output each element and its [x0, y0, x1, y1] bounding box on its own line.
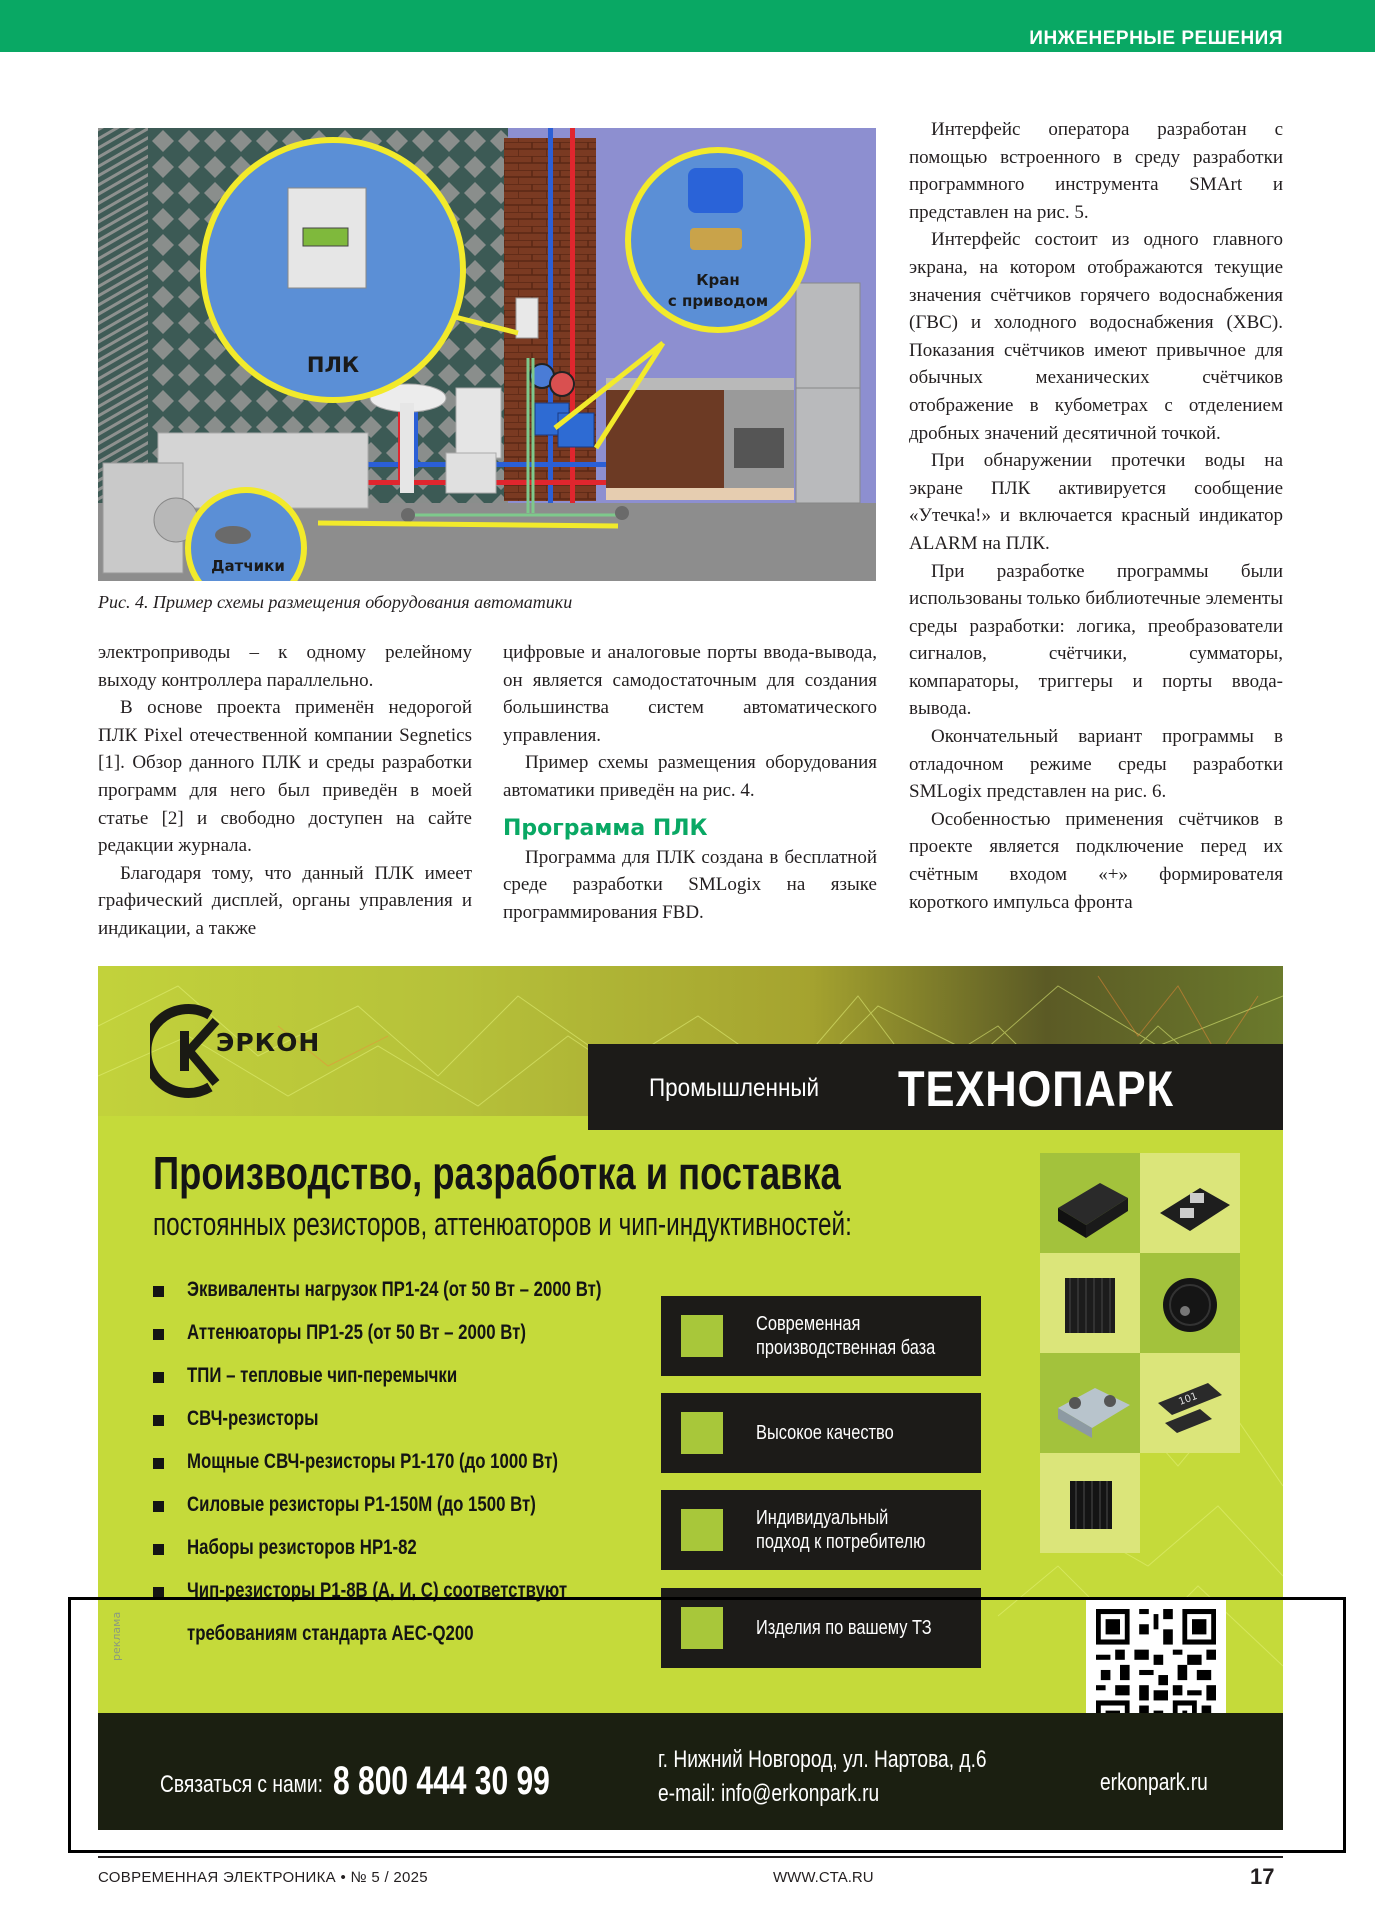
paragraph: При разработке программы были использованы только библиотечные элементы среды разработки: логика, преобразователи сигналов, счётчики, сумматоры, компараторы, триггеры и порты ввода-вывода.: [909, 560, 1283, 720]
article-column-left: [98, 639, 472, 943]
cold-water-riser: [548, 128, 553, 503]
label-valve-line2: с приводом: [667, 292, 769, 310]
paragraph: Окончательный вариант программы в отладочном режиме среды разработки SMLogix представлен на рис. 6.: [909, 726, 1283, 803]
contact-bar: [98, 1713, 1283, 1830]
article-column-right: [909, 116, 1283, 916]
paragraph: Пример схемы размещения оборудования автоматики приведён на рис. 4.: [503, 752, 877, 801]
label-plc: ПЛК: [306, 353, 360, 377]
product-list-item: Аттенюаторы ПР1-25 (от 50 Вт – 2000 Вт): [153, 1321, 653, 1364]
footer-divider: [98, 1856, 1283, 1858]
product-list-item: Мощные СВЧ-резисторы Р1-170 (до 1000 Вт): [153, 1450, 653, 1493]
feature-box-high-quality: Высокое качество: [661, 1393, 981, 1473]
load-equivalent-icon: [1040, 1153, 1140, 1253]
bullet-icon: [153, 1286, 164, 1297]
paragraph: Интерфейс оператора разработан с помощью встроенного в среду разработки программного инструмента SMArt и представлен на рис. 5.: [909, 119, 1283, 223]
contact-email[interactable]: e-mail: info@erkonpark.ru: [658, 1780, 880, 1807]
paragraph: Особенностью применения счётчиков в проекте является подключение перед их счётным входом «+» формирователя короткого импульса фронта: [909, 808, 1283, 913]
product-tile: [1040, 1453, 1140, 1553]
bullet-icon: [153, 1329, 164, 1340]
bullet-icon: [153, 1458, 164, 1469]
automation-layout-illustration: [98, 128, 876, 581]
product-list-item: Наборы резисторов НР1-82: [153, 1536, 653, 1579]
article-column-middle: [503, 639, 877, 926]
product-list-item: СВЧ-резисторы: [153, 1407, 653, 1450]
feature-square-icon: [681, 1412, 723, 1454]
ad-marker: реклама: [110, 1611, 123, 1661]
paragraph: В основе проекта применён недорогой ПЛК Pixel отечественной компании Segnetics [1]. Обзор данного ПЛК и среды разработки программ для него был приведён в моей статье [2] и свободно доступен на сайте редакции журнала.: [98, 697, 472, 857]
banner-prefix: Промышленный: [649, 1074, 820, 1102]
heatsink-resistor-icon: [1040, 1453, 1140, 1553]
banner-title: ТЕХНОПАРК: [898, 1061, 1174, 1117]
toilet: [456, 388, 501, 458]
ad-headline: Производство, разработка и поставка: [153, 1147, 841, 1199]
valve-actuator-icon: [558, 413, 594, 447]
product-tile: [1040, 1253, 1140, 1353]
figure-automation-layout: [98, 128, 876, 581]
coaxial-load-icon: [1140, 1253, 1240, 1353]
contact-address: г. Нижний Новгород, ул. Нартова, д.6: [658, 1746, 987, 1773]
feature-square-icon: [681, 1509, 723, 1551]
product-list-item: Чип-резисторы Р1-8В (А, И, С) соответствуют: [153, 1579, 653, 1622]
figure-caption: Рис. 4. Пример схемы размещения оборудования автоматики: [98, 592, 573, 612]
product-tile: [1140, 1353, 1240, 1453]
product-tile: [1040, 1353, 1140, 1453]
kitchen-cabinet: [606, 388, 676, 488]
product-list-item: ТПИ – тепловые чип-перемычки: [153, 1364, 653, 1407]
technopark-banner: [588, 1044, 1283, 1130]
section-header-band: [0, 0, 1375, 52]
advertisement-erkon: [98, 966, 1283, 1830]
product-tile: [1040, 1153, 1140, 1253]
contact-phone[interactable]: 8 800 444 30 99: [333, 1759, 550, 1803]
footer-magazine-issue: СОВРЕМЕННАЯ ЭЛЕКТРОНИКА • № 5 / 2025: [98, 1869, 428, 1886]
contact-website-link[interactable]: erkonpark.ru: [1100, 1769, 1208, 1796]
flange-resistor-icon: [1140, 1153, 1240, 1253]
hot-water-meter-icon: [550, 372, 574, 396]
feature-square-icon: [681, 1607, 723, 1649]
product-list-item: Эквиваленты нагрузок ПР1-24 (от 50 Вт – 2000 Вт): [153, 1278, 653, 1321]
bullet-icon: [153, 1544, 164, 1555]
footer-website-link[interactable]: WWW.CTA.RU: [773, 1869, 874, 1886]
label-sensors: Датчики: [211, 557, 285, 575]
floor-sensor-icon: [615, 506, 629, 520]
bullet-icon: [153, 1372, 164, 1383]
paragraph: цифровые и аналоговые порты ввода-вывода, он является самодостаточным для создания большинства систем автоматического управления.: [503, 642, 877, 746]
heatsink-attenuator-icon: [1040, 1253, 1140, 1353]
bullet-icon: [153, 1501, 164, 1512]
plc-box-icon: [516, 298, 538, 338]
feature-box-individual-approach: Индивидуальный подход к потребителю: [661, 1490, 981, 1570]
feature-square-icon: [681, 1315, 723, 1357]
paragraph: электроприводы – к одному релейному выходу контроллера параллельно.: [98, 642, 472, 691]
section-title: ИНЖЕНЕРНЫЕ РЕШЕНИЯ: [1029, 28, 1283, 49]
paragraph: Благодаря тому, что данный ПЛК имеет графический дисплей, органы управления и индикации, а также: [98, 862, 472, 939]
feature-box-custom-products: Изделия по вашему ТЗ: [661, 1588, 981, 1668]
product-tile: [1140, 1253, 1240, 1353]
ad-subline: постоянных резисторов, аттенюаторов и чип-индуктивностей:: [153, 1206, 852, 1242]
leak-sensor-icon: [215, 526, 251, 544]
paragraph: Программа для ПЛК создана в бесплатной среде разработки SMLogix на языке программирования FBD.: [503, 846, 877, 923]
contact-label: Связаться с нами:: [160, 1771, 323, 1798]
feature-box-production-base: Современная производственная база: [661, 1296, 981, 1376]
bullet-icon: [153, 1415, 164, 1426]
label-valve-line1: Кран: [696, 271, 740, 289]
bullet-icon: [153, 1587, 164, 1598]
contact-address-block: [658, 1743, 987, 1811]
motorized-valve-icon: [688, 168, 743, 213]
chip-resistor-icon: [1140, 1353, 1240, 1453]
erkon-logo-icon: [150, 1001, 220, 1101]
page-number: 17: [1250, 1864, 1275, 1889]
paragraph: Интерфейс состоит из одного главного экрана, на котором отображаются текущие значения счётчиков горячего водоснабжения (ГВС) и холодного водоснабжения (ХВС). Показания счётчиков имеют привычное для обычных механических счётчиков отображение в кубометрах с отделением дробных значений десятичной точкой.: [909, 229, 1283, 444]
brand-name: ЭРКОН: [216, 1028, 321, 1057]
product-tile: [1140, 1153, 1240, 1253]
product-list-item-continuation: требованиям стандарта AEC-Q200: [187, 1622, 474, 1645]
product-list: [153, 1278, 653, 1665]
paragraph: При обнаружении протечки воды на экране ПЛК активируется сообщение «Утечка!» и включается красный индикатор ALARM на ПЛК.: [909, 450, 1283, 554]
chip-marking: 101: [1177, 1390, 1199, 1408]
refrigerator: [796, 283, 860, 503]
floor-sensor-icon: [401, 508, 415, 522]
terminal-resistor-icon: [1040, 1353, 1140, 1453]
section-subheading: Программа ПЛК: [503, 815, 708, 841]
product-list-item: Силовые резисторы Р1-150М (до 1500 Вт): [153, 1493, 653, 1536]
